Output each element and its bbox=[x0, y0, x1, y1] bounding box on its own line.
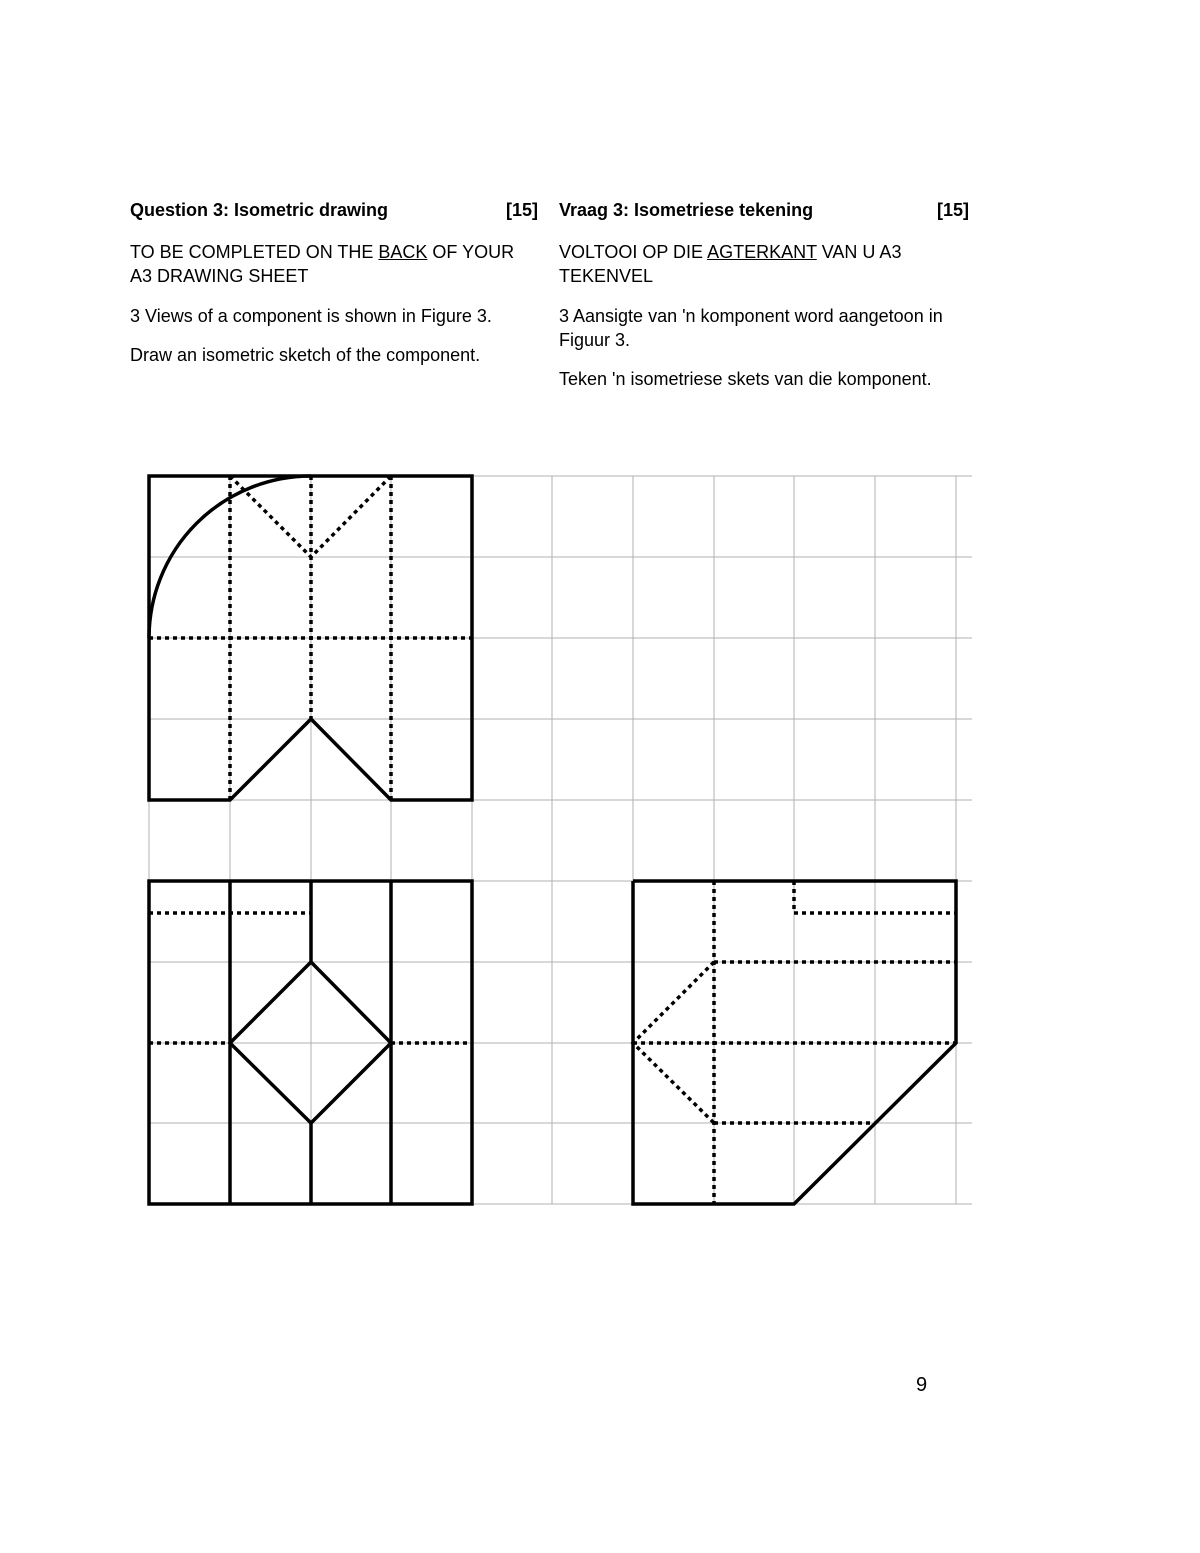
views-description: 3 Aansigte van 'n komponent word aangetoon in Figuur 3. bbox=[559, 306, 943, 350]
question-marks: [15] bbox=[936, 200, 969, 220]
instruction-text: TO BE COMPLETED ON THE bbox=[130, 242, 379, 262]
question-title: Vraag 3: Isometriese tekening bbox=[559, 200, 814, 220]
question-marks: [15] bbox=[505, 200, 538, 220]
instruction-underlined-word: BACK bbox=[378, 242, 428, 262]
task-description: Teken 'n isometriese skets van die komponent. bbox=[559, 369, 932, 389]
instruction-underlined-word: AGTERKANT bbox=[707, 242, 817, 262]
instruction-text-end: VAN U A3 TEKENVEL bbox=[559, 242, 902, 286]
instruction-text: VOLTOOI OP DIE bbox=[559, 242, 708, 262]
instruction-text-end: OF YOUR A3 DRAWING SHEET bbox=[130, 242, 515, 286]
task-description: Draw an isometric sketch of the component. bbox=[130, 345, 481, 365]
page-number: 9 bbox=[916, 1374, 928, 1396]
views-description: 3 Views of a component is shown in Figure 3. bbox=[130, 306, 492, 326]
grid bbox=[149, 476, 972, 1204]
question-title: Question 3: Isometric drawing bbox=[130, 200, 389, 220]
